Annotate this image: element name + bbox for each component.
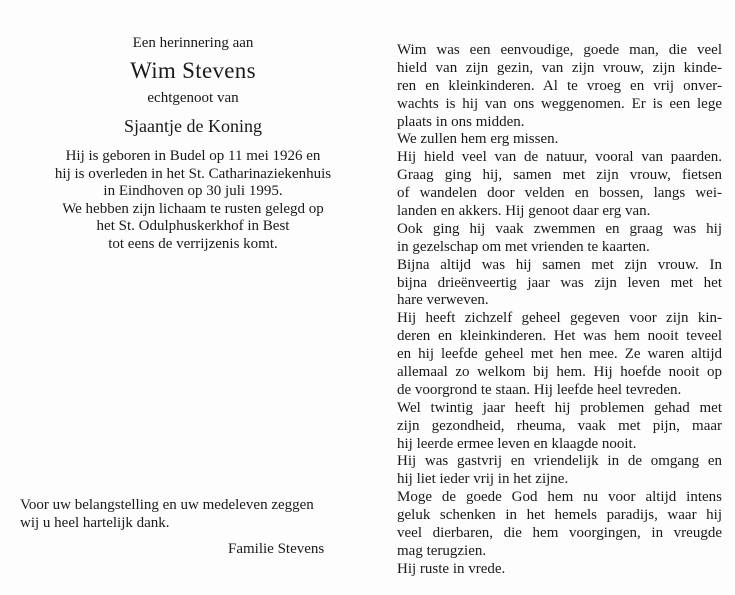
eulogy-line: hij leerde ermee leven en klaagde nooit.	[397, 435, 637, 452]
bio-line: hij is overleden in het St. Catharinaziekenhuis	[54, 165, 332, 182]
eulogy-line: de voorgrond te staan. Hij leefde heel tevreden.	[397, 381, 682, 398]
eulogy-line: Moge de goede God hem nu voor altijd intens	[397, 489, 722, 506]
eulogy-line: zijn gezondheid, rheuma, vaak met pijn, maar	[397, 417, 722, 434]
thanks-line: Voor uw belangstelling en uw medeleven zeggen	[20, 497, 314, 513]
eulogy-line: allemaal zo welkom bij hem. Hij hoefde nooit op	[397, 364, 722, 381]
left-panel	[18, 34, 368, 574]
thanks-note	[18, 496, 370, 532]
eulogy-line: Hij was gastvrij en vriendelijk in de omgang en	[397, 453, 722, 470]
eulogy-line: Hij hield veel van de natuur, vooral van paarden.	[397, 149, 722, 166]
bio-line: Hij is geboren in Budel op 11 mei 1926 en	[65, 148, 321, 164]
eulogy-line: bijna drieënveertig jaar was zijn leven met het	[397, 274, 722, 291]
eulogy-line: hij liet ieder vrij in het zijne.	[397, 471, 569, 488]
eulogy-line: Graag ging hij, samen met zijn vrouw, fietsen	[397, 167, 722, 184]
right-panel	[397, 42, 722, 579]
spouse-name: Sjaantje de Koning	[124, 116, 262, 136]
eulogy-line: hare verweven.	[397, 292, 489, 309]
eulogy-line: Hij ruste in vrede.	[397, 560, 506, 577]
bio-line: het St. Odulphuskerkhof in Best	[96, 218, 290, 234]
thanks-line: wij u heel hartelijk dank.	[20, 515, 170, 531]
bio-line: We hebben zijn lichaam te rusten gelegd op	[62, 200, 324, 217]
eulogy-line: geluk schenken in het hemels paradijs, waar hij	[397, 507, 722, 524]
intro-text: Een herinnering aan	[132, 35, 254, 51]
eulogy-line: Hij heeft zichzelf geheel gegeven voor zijn kin-	[397, 310, 722, 327]
eulogy-line: Ook ging hij vaak zwemmen en graag was hij	[397, 220, 722, 237]
eulogy-line: en hij leefde geheel met hen mee. Ze waren altijd	[397, 346, 722, 363]
bio-line: tot eens de verrijzenis komt.	[108, 235, 278, 252]
eulogy-line: Bijna altijd was hij samen met zijn vrouw. In	[397, 256, 722, 273]
eulogy-line: wachts is hij van ons weggenomen. Er is een lege	[397, 95, 722, 112]
eulogy-line: plaats in ons midden.	[397, 113, 525, 130]
biography	[18, 148, 368, 253]
bio-line: in Eindhoven op 30 juli 1995.	[103, 183, 283, 199]
eulogy-line: mag terugzien.	[397, 542, 487, 559]
eulogy-line: hield van zijn gezin, van zijn vrouw, zijn kinde-	[397, 59, 722, 76]
eulogy-line: landen en akkers. Hij genoot daar erg van.	[397, 203, 651, 220]
eulogy-line: in gezelschap om met vrienden te kaarten.	[397, 238, 650, 255]
eulogy-line: veel dierbaren, die hem voorgingen, in vreugde	[397, 525, 722, 542]
eulogy-line: Wel twintig jaar heeft hij problemen gehad met	[397, 399, 722, 416]
eulogy-line: We zullen hem erg missen.	[397, 131, 559, 148]
eulogy-line: of wandelen door velden en bossen, langs wei-	[397, 185, 722, 202]
deceased-name: Wim Stevens	[130, 58, 256, 83]
eulogy-line: deren en kleinkinderen. Het was hem nooit teveel	[397, 328, 722, 345]
spouse-intro: echtgenoot van	[147, 90, 239, 106]
family-signature: Familie Stevens	[228, 541, 325, 557]
eulogy-line: Wim was een eenvoudige, goede man, die veel	[397, 42, 722, 58]
eulogy-line: ren en kleinkinderen. Al te vroeg en vrij onver-	[397, 77, 722, 94]
